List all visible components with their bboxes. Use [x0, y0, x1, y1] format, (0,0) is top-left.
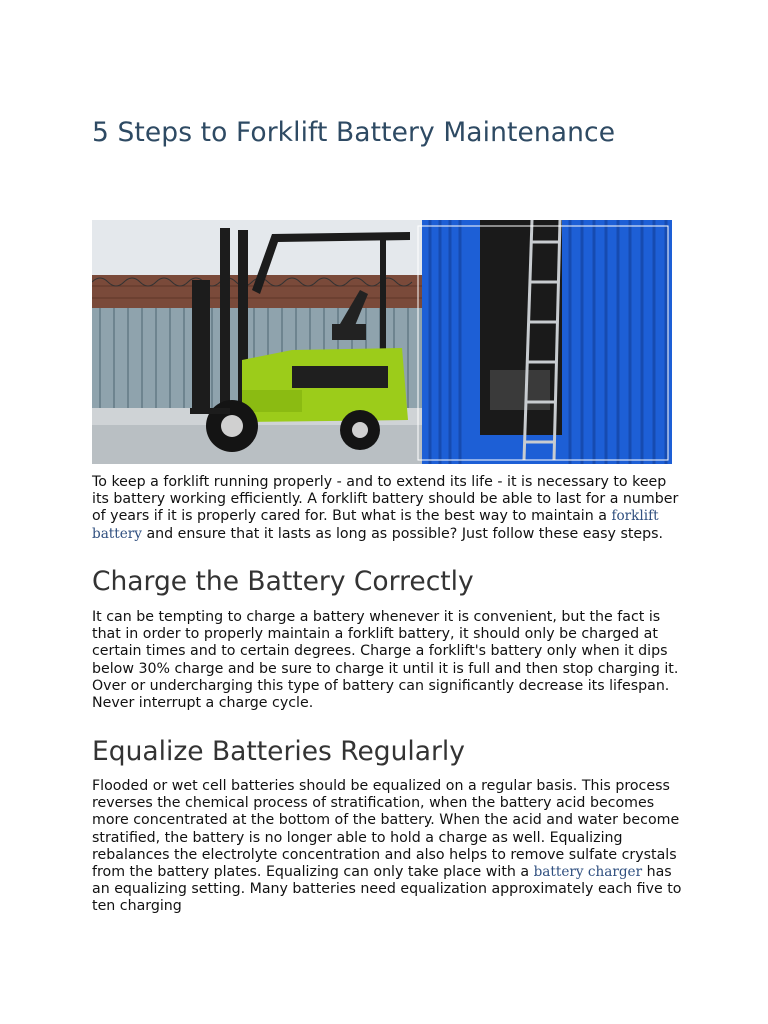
battery-charger-link[interactable]: battery charger	[533, 864, 643, 881]
forklift-battery-link[interactable]: forklift battery	[92, 508, 659, 542]
intro-paragraph: To keep a forklift running properly - and to extend its life - it is necessary to keep its battery working efficiently. A forklift battery should be able to last for a number of years if it is properly cared for. But what is the best way to maintain a forklift battery and ensure that it lasts as long as possible? Just follow these easy steps.	[92, 474, 679, 542]
section-heading-charge: Charge the Battery Correctly	[92, 566, 474, 597]
equalize-paragraph: Flooded or wet cell batteries should be equalized on a regular basis. This process reverses the chemical process of stratification, when the battery acid becomes more concentrated at the bottom of the battery. When the acid and water become stratified, the battery is no longer able to hold a charge as well. Equalizing rebalances the electrolyte concentration and also helps to remove sulfate crystals from the battery plates. Equalizing can only take place with a battery charger has an equalizing setting. Many batteries need equalization approximately each five to ten charging	[92, 778, 682, 915]
forklift-photo	[92, 220, 672, 464]
section-heading-equalize: Equalize Batteries Regularly	[92, 736, 465, 767]
charge-paragraph: It can be tempting to charge a battery whenever it is convenient, but the fact is that in order to properly maintain a forklift battery, it should only be charged at certain times and to certain degrees. Charge a forklift's battery only when it dips below 30% charge and be sure to charge it until it is full and then stop charging it. Over or undercharging this type of battery can significantly decrease its lifespan. Never interrupt a charge cycle.	[92, 609, 679, 712]
page-title: 5 Steps to Forklift Battery Maintenance	[92, 117, 616, 148]
